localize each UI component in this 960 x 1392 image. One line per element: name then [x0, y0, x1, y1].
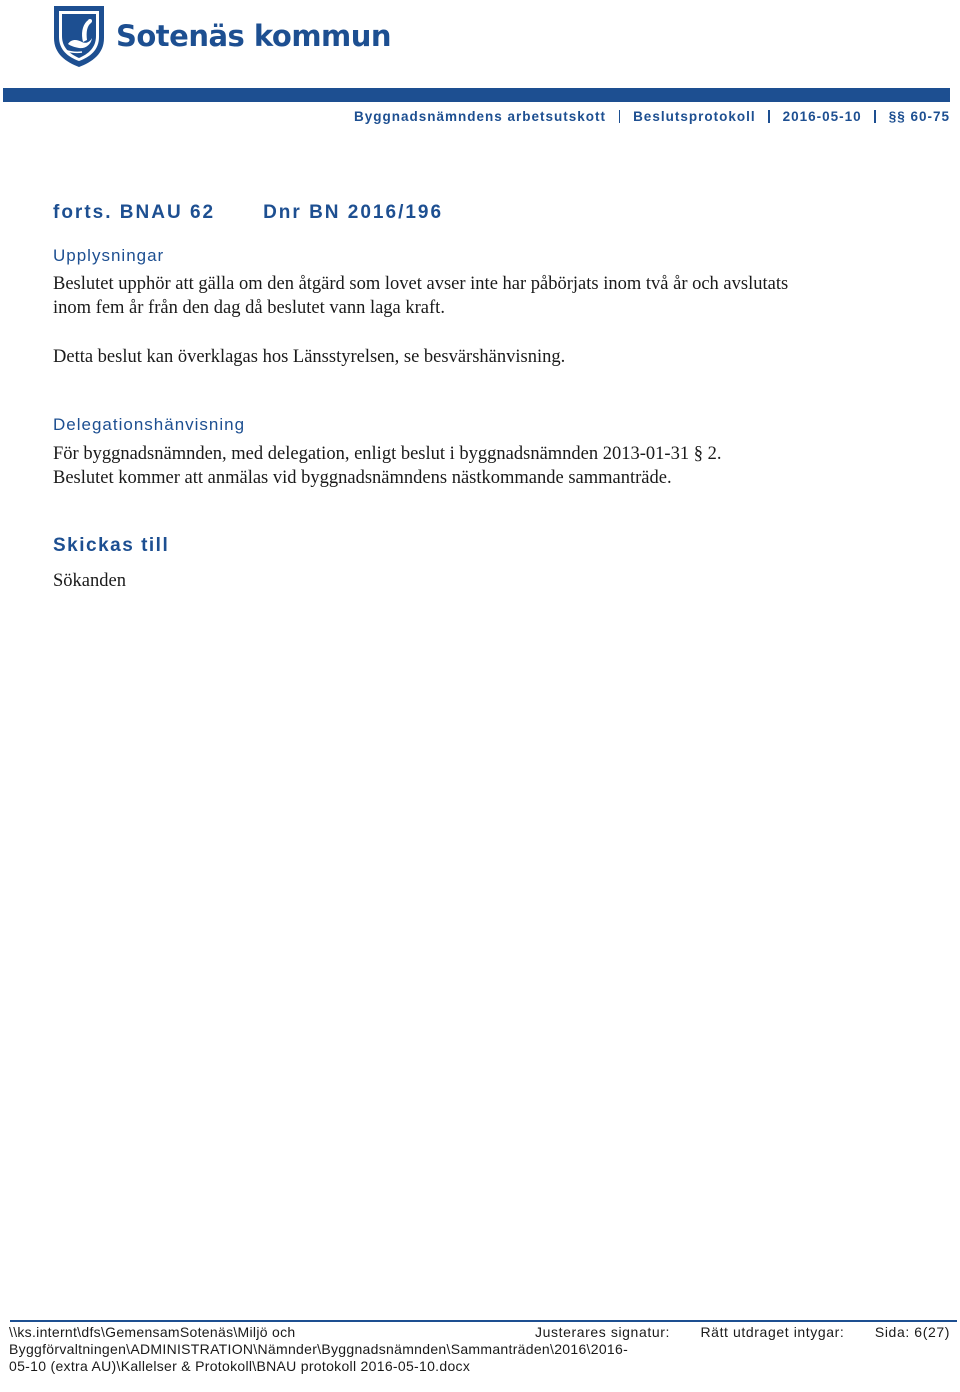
header-divider [619, 110, 621, 123]
footer-divider [10, 1320, 957, 1322]
notification-text: Beslutet kommer att anmälas vid byggnadsnämndens nästkommande sammanträde. [53, 468, 672, 488]
footer-fields [509, 1324, 950, 1341]
signature-label: Justerares signatur: [535, 1324, 670, 1340]
extract-label: Rätt utdraget intygar: [700, 1324, 845, 1340]
header-paragraphs: §§ 60-75 [888, 109, 950, 124]
header-divider [768, 110, 770, 123]
delegation-heading: Delegationshänvisning [53, 415, 246, 434]
appeal-text: Detta beslut kan överklagas hos Länsstyrelsen, se besvärshänvisning. [53, 347, 566, 367]
file-path: \\ks.internt\dfs\GemensamSotenäs\Miljö och Byggförvaltningen\ADMINISTRATION\Nämnder\Byggnadsnämnden\Sammanträden\2016\2016-05-10 (extra AU)\Kallelser & Protokoll\BNAU protokoll 2016-05-10.docx [9, 1324, 629, 1374]
section-title: forts. BNAU 62 [53, 202, 216, 223]
document-header [354, 109, 950, 124]
logo [52, 4, 391, 68]
delegation-text: För byggnadsnämnden, med delegation, enligt beslut i byggnadsnämnden 2013-01-31 § 2. [53, 444, 722, 464]
header-divider [874, 110, 876, 123]
logo-text: Sotenäs kommun [116, 19, 392, 53]
section-heading [53, 202, 443, 224]
header-doc-type: Beslutsprotokoll [633, 109, 756, 124]
upplysningar-text: Beslutet upphör att gälla om den åtgärd som lovet avser inte har påbörjats inom två år och avslutats inom fem år från den dag då beslutet vann laga kraft. [53, 274, 789, 318]
section-dnr: Dnr BN 2016/196 [263, 202, 444, 223]
page-number: Sida: 6(27) [874, 1324, 950, 1340]
upplysningar-heading: Upplysningar [53, 246, 165, 265]
header-committee: Byggnadsnämndens arbetsutskott [353, 109, 607, 124]
swan-shield-icon [52, 4, 106, 68]
skickas-heading: Skickas till [53, 535, 170, 556]
header-date: 2016-05-10 [782, 109, 862, 124]
header-bar [3, 88, 950, 102]
recipient: Sökanden [53, 571, 126, 591]
